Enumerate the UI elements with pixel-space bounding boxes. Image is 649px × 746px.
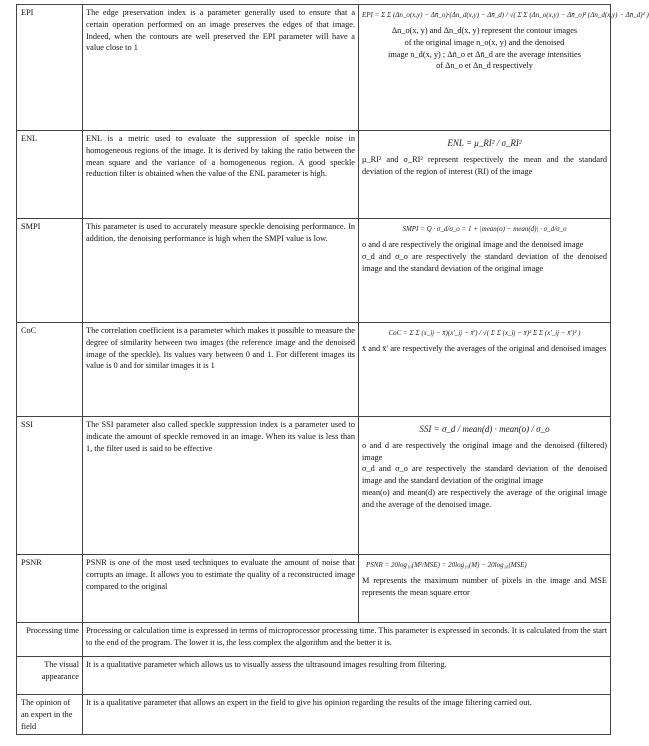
table-row [17, 417, 611, 555]
metric-description: It is a qualitative parameter that allows an expert in the field to give his opinion regarding the results of the image filtering carried out. [83, 695, 611, 735]
metric-name: The visual appearance [17, 657, 83, 695]
formula-note: σ_d and σ_o are respectively the standard deviation of the denoised image and the standard deviation of the original image [362, 251, 607, 273]
metric-formula-cell [359, 555, 611, 623]
formula-note: x̄ and x̄′ are respectively the averages of the original and denoised images [362, 343, 607, 353]
table-row [17, 219, 611, 323]
metric-name: The opinion of an expert in the field [17, 695, 83, 735]
table-row [17, 657, 611, 695]
formula: ENL = μ_RI² / σ_RI² [447, 138, 522, 148]
table-row [17, 555, 611, 623]
metric-description: The edge preservation index is a parameter generally used to ensure that a certain operation performed on an image preserves the edges of that image. Indeed, when the contours are well preserved the EPI parameter will have a value close to 1 [83, 5, 359, 131]
formula: CoC = Σ Σ (x_ij − x̄)(x′_ij − x̄′) / √( Σ Σ (x_ij − x̄)² Σ Σ (x′_ij − x̄′)² ) [388, 329, 581, 337]
table-row [17, 623, 611, 657]
formula-note: o and d are respectively the original image and the denoised image [362, 239, 584, 249]
metric-name: PSNR [17, 555, 83, 623]
metric-description: Processing or calculation time is expressed in terms of microprocessor processing time. This parameter is expressed in seconds. It is calculated from the start to the end of the program. The lower it is, the less complex the algorithm and the better it is. [83, 623, 611, 657]
formula-note: M represents the maximum number of pixels in the image and MSE represents the mean square error [362, 575, 607, 597]
metric-name: Processing time [17, 623, 83, 657]
table-row [17, 323, 611, 417]
metric-description: It is a qualitative parameter which allows us to visually assess the ultrasound images resulting from filtering. [83, 657, 611, 695]
metrics-table [16, 4, 649, 735]
table-row [17, 695, 611, 735]
formula-note: mean(o) and mean(d) are respectively the average of the original image and the average of the denoised image. [362, 487, 607, 509]
formula-note: image n_d(x, y) ; Δn̄_o et Δn̄_d are the average intensities [388, 49, 581, 59]
metric-formula-cell [359, 5, 649, 131]
metric-formula-cell [359, 417, 611, 555]
formula-note: o and d are respectively the original image and the denoised (filtered) image [362, 440, 607, 462]
formula-note: Δn_o(x, y) and Δn_d(x, y) represent the contour images [391, 25, 578, 35]
formula: PSNR = 20log₁₀(M²/MSE) = 20log₁₀(M) − 20log₁₀(MSE) [366, 561, 527, 569]
metric-description: ENL is a metric used to evaluate the suppression of speckle noise in homogeneous regions of the image. It is derived by taking the ratio between the mean square and the variance of a homogeneous region. A good speckle reduction filter is obtained when the value of the ENL parameter is high. [83, 131, 359, 219]
formula-note: σ_d and σ_o are respectively the standard deviation of the denoised image and the standard deviation of the original image [362, 464, 607, 486]
metric-formula-cell [359, 219, 611, 323]
metric-name: CoC [17, 323, 83, 417]
metric-description: The SSI parameter also called speckle suppression index is a parameter used to indicate the amount of speckle removed in an image. When its value is less than 1, the filter used is said to be effective [83, 417, 359, 555]
metric-name: SMPI [17, 219, 83, 323]
formula-note: of Δn_o et Δn_d respectively [436, 61, 533, 71]
metric-name: ENL [17, 131, 83, 219]
metric-description: The correlation coefficient is a parameter which makes it possible to measure the degree of similarity between two images (the reference image and the denoised image of the speckle). Its values vary between 0 and 1. For different images its value is 0 and for similar images it is 1 [83, 323, 359, 417]
formula: SSI = σ_d / mean(d) · mean(o) / σ_o [419, 424, 550, 434]
metric-name: SSI [17, 417, 83, 555]
formula-note: μ_RI² and σ_RI² represent respectively the mean and the standard deviation of the region of interest (RI) of the image [362, 154, 607, 176]
metric-description: This parameter is used to accurately measure speckle denoising performance. In addition, the denoising performance is high when the SMPI value is low. [83, 219, 359, 323]
metric-formula-cell [359, 323, 611, 417]
formula: SMPI = Q · σ_d/σ_o = 1 + |mean(o) − mean(d)| · σ_d/σ_o [402, 225, 567, 233]
formula-note: of the original image n_o(x, y) and the denoised [404, 37, 565, 47]
table-row [17, 5, 611, 131]
metric-description: PSNR is one of the most used techniques to evaluate the amount of noise that corrupts an image. It allows you to estimate the quality of a reconstructed image compared to the original [83, 555, 359, 623]
metric-formula-cell [359, 131, 611, 219]
table-row [17, 131, 611, 219]
metric-name: EPI [17, 5, 83, 131]
formula: EPI = Σ Σ (Δn_o(x,y) − Δn̄_o)·(Δn_d(x,y) − Δn̄_d) / √( Σ Σ (Δn_o(x,y) − Δn̄_o)² (Δn_d(x,y) − Δn̄_d)² ) [362, 11, 649, 19]
